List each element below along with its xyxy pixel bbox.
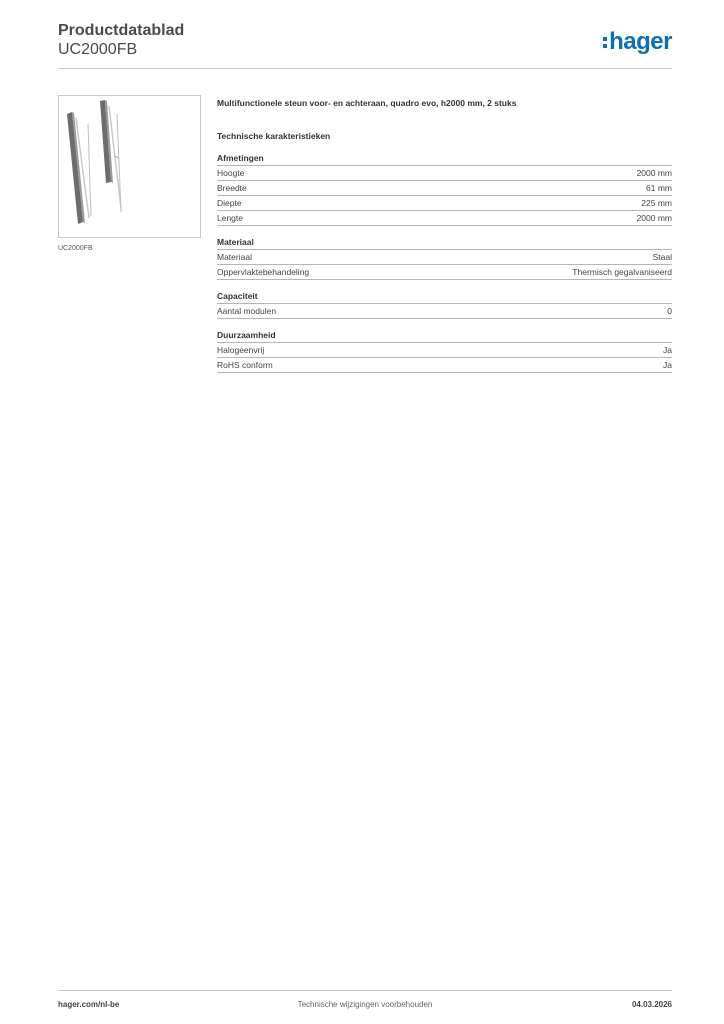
spec-label: Breedte (217, 183, 247, 193)
section-duurzaamheid (217, 329, 672, 373)
spec-row (217, 250, 672, 265)
spec-row (217, 196, 672, 211)
spec-value: Staal (652, 252, 672, 262)
spec-row (217, 304, 672, 319)
section-capaciteit (217, 290, 672, 319)
spec-label: Lengte (217, 213, 243, 223)
product-code: UC2000FB (58, 41, 138, 58)
section-title: Capaciteit (217, 290, 672, 304)
footer-website-link[interactable]: hager.com/nl-be (58, 1000, 120, 1009)
spec-row (217, 358, 672, 373)
product-description: Multifunctionele steun voor- en achteraan, quadro evo, h2000 mm, 2 stuks (217, 98, 517, 108)
spec-row (217, 211, 672, 226)
page-footer (58, 990, 672, 1013)
section-materiaal (217, 236, 672, 280)
product-rails-illustration (59, 96, 200, 237)
section-afmetingen (217, 152, 672, 226)
product-details (217, 97, 672, 373)
spec-label: Oppervlaktebehandeling (217, 267, 310, 277)
spec-value: Thermisch gegalvaniseerd (572, 267, 672, 277)
spec-label: Materiaal (217, 252, 252, 262)
spec-row (217, 181, 672, 196)
spec-value: 0 (667, 306, 672, 316)
page-header (58, 22, 672, 69)
spec-value: Ja (663, 360, 672, 370)
section-title: Afmetingen (217, 152, 672, 166)
logo-text: hager (609, 28, 672, 55)
section-title: Materiaal (217, 236, 672, 250)
section-title: Duurzaamheid (217, 329, 672, 343)
spec-value: 2000 mm (636, 168, 672, 178)
logo-dots-icon (603, 37, 607, 48)
footer-disclaimer: Technische wijzigingen voorbehouden (297, 1000, 433, 1009)
hager-logo (603, 28, 672, 56)
spec-value: 225 mm (641, 198, 672, 208)
spec-label: Diepte (217, 198, 242, 208)
spec-label: RoHS conform (217, 360, 273, 370)
spec-value: 61 mm (646, 183, 672, 193)
image-caption: UC2000FB (58, 245, 93, 252)
spec-label: Hoogte (217, 168, 245, 178)
tech-specs-title: Technische karakteristieken (217, 131, 331, 141)
page-title: Productdatablad (58, 22, 185, 39)
spec-label: Aantal modulen (217, 306, 277, 316)
spec-label: Halogeenvrij (217, 345, 265, 355)
spec-row (217, 265, 672, 280)
spec-value: 2000 mm (636, 213, 672, 223)
spec-row (217, 166, 672, 181)
footer-date: 04.03.2026 (631, 1000, 672, 1009)
spec-value: Ja (663, 345, 672, 355)
spec-row (217, 343, 672, 358)
product-image (58, 95, 201, 238)
